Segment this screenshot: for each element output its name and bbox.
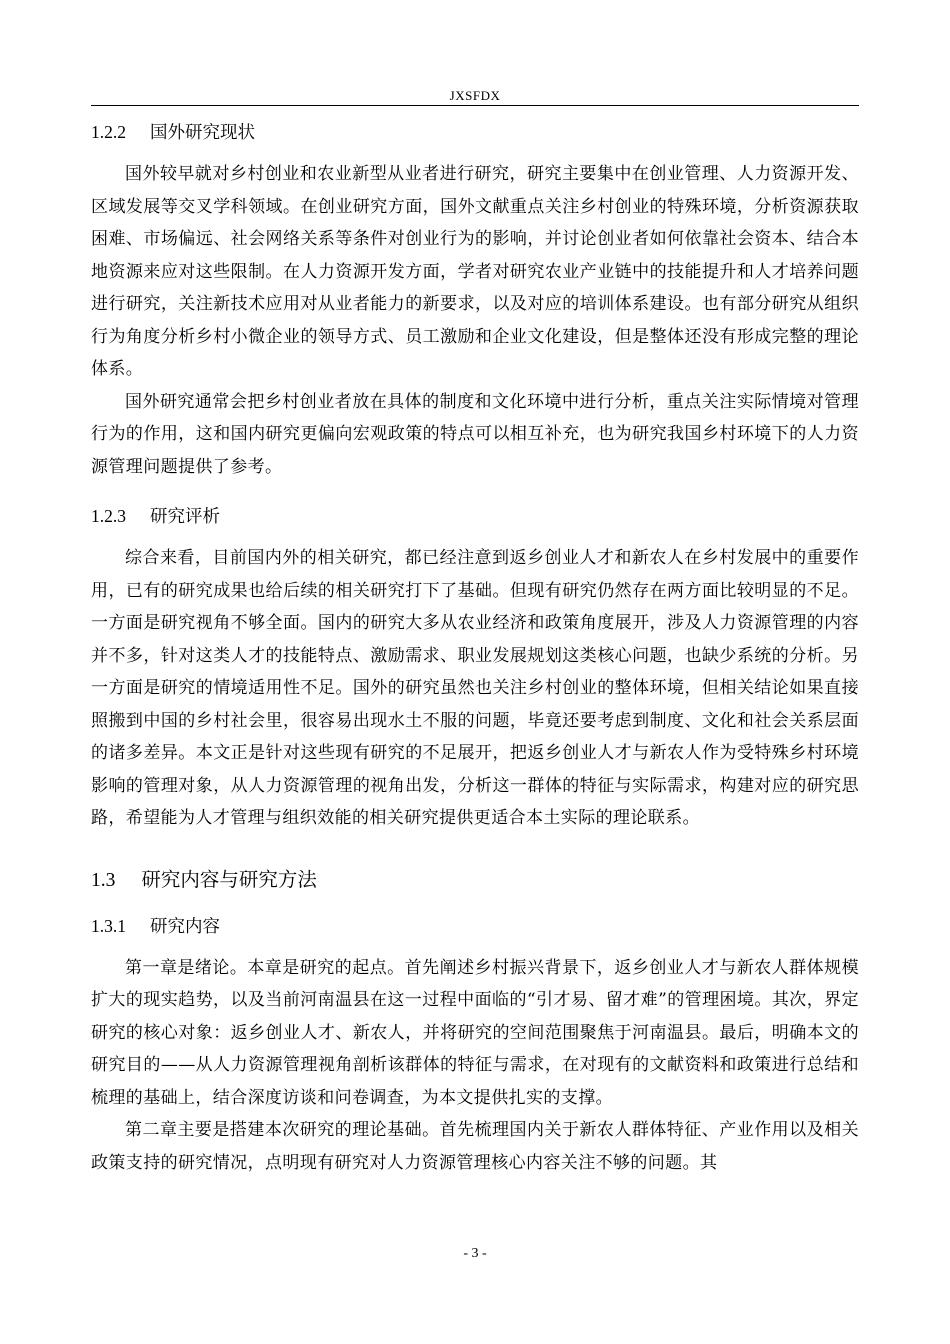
heading-title: 国外研究现状 xyxy=(150,123,255,143)
heading-title: 研究内容 xyxy=(150,916,220,937)
page-body xyxy=(91,112,859,1179)
paragraph: 第二章主要是搭建本次研究的理论基础。首先梳理国内关于新农人群体特征、产业作用以及相关政策支持的研究情况，点明现有研究对人力资源管理核心内容关注不够的问题。其 xyxy=(91,1120,859,1173)
paragraph: 第一章是绪论。本章是研究的起点。首先阐述乡村振兴背景下，返乡创业人才与新农人群体规模扩大的现实趋势，以及当前河南温县在这一过程中面临的“引才易、留才难”的管理困境。其次，界定研究的核心对象：返乡创业人才、新农人，并将研究的空间范围聚焦于河南温县。最后，明确本文的研究目的——从人力资源管理视角剖析该群体的特征与需求，在对现有的文献资料和政策进行总结和梳理的基础上，结合深度访谈和问卷调查，为本文提供扎实的支撑。 xyxy=(91,957,859,1108)
heading-number: 1.2.3 xyxy=(91,506,126,526)
heading-1-3-1 xyxy=(91,909,859,944)
paragraph: 综合来看，目前国内外的相关研究，都已经注意到返乡创业人才和新农人在乡村发展中的重要作用，已有的研究成果也给后续的相关研究打下了基础。但现有研究仍然存在两方面比较明显的不足。一方面是研究视角不够全面。国内的研究大多从农业经济和政策角度展开，涉及人力资源管理的内容并不多，针对这类人才的技能特点、激励需求、职业发展规划这类核心问题，也缺少系统的分析。另一方面是研究的情境适用性不足。国外的研究虽然也关注乡村创业的整体环境，但相关结论如果直接照搬到中国的乡村社会里，很容易出现水土不服的问题，毕竟还要考虑到制度、文化和社会关系层面的诸多差异。本文正是针对这些现有研究的不足展开，把返乡创业人才与新农人作为受特殊乡村环境影响的管理对象，从人力资源管理的视角出发，分析这一群体的特征与实际需求，构建对应的研究思路，希望能为人才管理与组织效能的相关研究提供更适合本土实际的理论联系。 xyxy=(91,548,859,828)
heading-title: 研究内容与研究方法 xyxy=(141,867,317,891)
heading-number: 1.3 xyxy=(91,869,116,891)
heading-1-2-3 xyxy=(91,499,859,534)
running-header: JXSFDX xyxy=(449,88,501,103)
page-number: - 3 - xyxy=(463,1246,487,1261)
heading-title: 研究评析 xyxy=(150,507,220,527)
heading-1-2-2 xyxy=(91,115,859,150)
heading-number: 1.3.1 xyxy=(91,915,126,936)
paragraph: 国外较早就对乡村创业和农业新型从业者进行研究，研究主要集中在创业管理、人力资源开发、区域发展等交叉学科领域。在创业研究方面，国外文献重点关注乡村创业的特殊环境，分析资源获取困难、市场偏远、社会网络关系等条件对创业行为的影响，并讨论创业者如何依靠社会资本、结合本地资源来应对这些限制。在人力资源开发方面，学者对研究农业产业链中的技能提升和人才培养问题进行研究，关注新技术应用对从业者能力的新要求，以及对应的培训体系建设。也有部分研究从组织行为角度分析乡村小微企业的领导方式、员工激励和企业文化建设，但是整体还没有形成完整的理论体系。 xyxy=(91,164,859,379)
paragraph: 国外研究通常会把乡村创业者放在具体的制度和文化环境中进行分析，重点关注实际情境对管理行为的作用，这和国内研究更偏向宏观政策的特点可以相互补充，也为研究我国乡村环境下的人力资源管理问题提供了参考。 xyxy=(91,391,859,477)
heading-1-3 xyxy=(91,861,859,900)
heading-number: 1.2.2 xyxy=(91,122,126,142)
header-rule xyxy=(91,105,859,106)
